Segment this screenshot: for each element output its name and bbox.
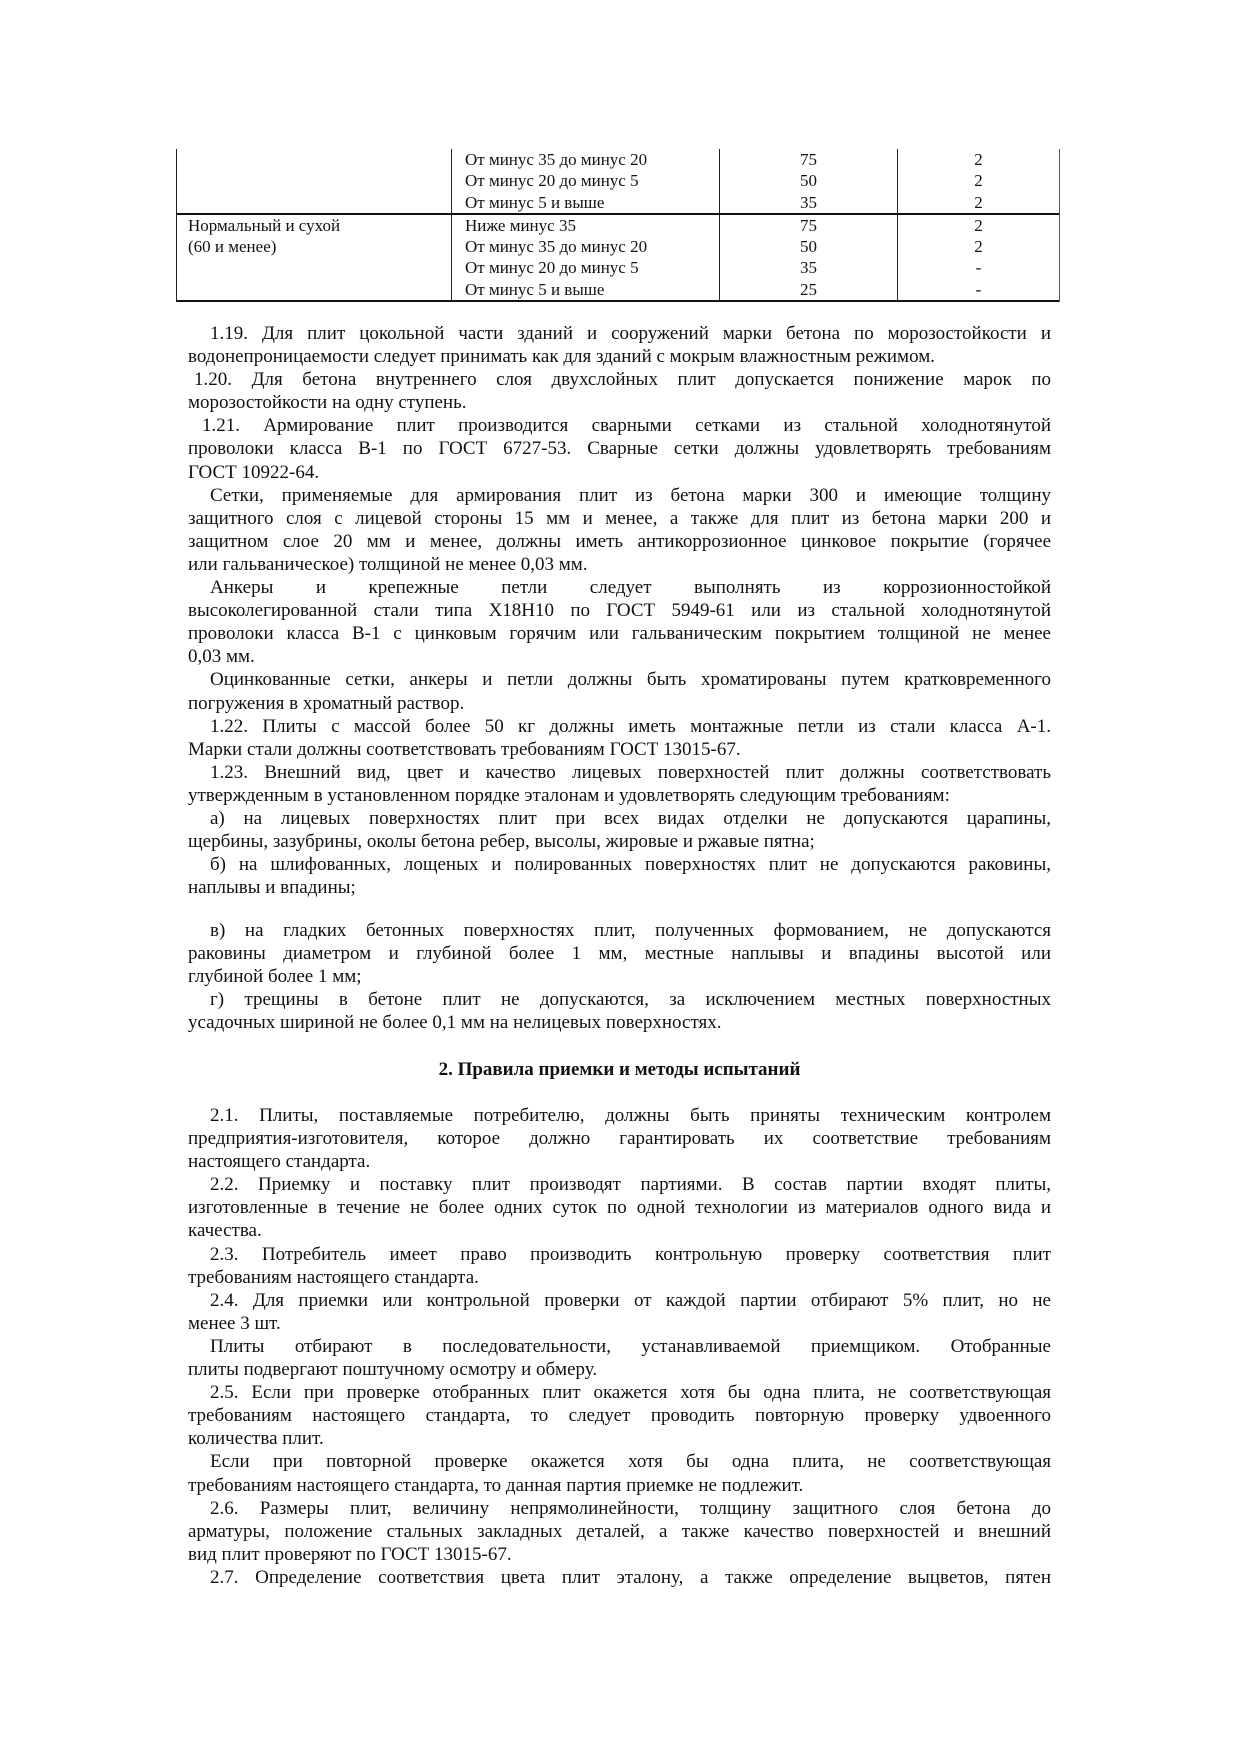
- temperature-cell: [452, 149, 720, 213]
- text-line: проволоки класса В-1 с цинковым горячим или гальваническим покрытием толщиной не менее: [188, 623, 1051, 645]
- text-line: настоящего стандарта.: [188, 1151, 371, 1173]
- table-cell: 50: [800, 237, 817, 257]
- paragraph: [188, 1104, 1051, 1173]
- paragraph: [188, 322, 1051, 368]
- paragraph: [188, 853, 1051, 899]
- condition-cell: [177, 215, 452, 300]
- text-line: Сетки, применяемые для армирования плит из бетона марки 300 и имеющие толщину: [210, 484, 1051, 506]
- text-line: защитного слоя с лицевой стороны 15 мм и менее, а также для плит из бетона марки 200 и: [188, 507, 1051, 529]
- paragraph: [188, 1289, 1051, 1335]
- text-line: высоколегированной стали типа Х18Н10 по ГОСТ 5949-61 или из стальной холоднотянутой: [188, 600, 1051, 622]
- text-line: щербины, зазубрины, околы бетона ребер, высолы, жировые и ржавые пятна;: [188, 831, 815, 853]
- text-line: требованиям настоящего стандарта, то следует проводить повторную проверку удвоенного: [188, 1405, 1051, 1427]
- text-line: морозостойкости на одну ступень.: [188, 392, 467, 414]
- text-line: 1.22. Плиты с массой более 50 кг должны иметь монтажные петли из стали класса А-1.: [210, 715, 1051, 737]
- text-line: Если при повторной проверке окажется хотя бы одна плита, не соответствующая: [210, 1451, 1051, 1473]
- text-line: 1.19. Для плит цокольной части зданий и сооружений марки бетона по морозостойкости и: [210, 323, 1051, 344]
- paragraph: [188, 368, 1051, 414]
- text-line: 2.3. Потребитель имеет право производить контрольную проверку соответствия плит: [210, 1243, 1051, 1265]
- paragraph: [188, 919, 1051, 988]
- table-cell: -: [975, 258, 982, 278]
- paragraph: [188, 576, 1051, 668]
- table-cell: От минус 20 до минус 5: [465, 258, 639, 278]
- section1-body: [188, 322, 1051, 899]
- paragraph: [188, 761, 1051, 807]
- text-line: 2.7. Определение соответствия цвета плит эталону, а также определение выцветов, пятен: [210, 1566, 1051, 1588]
- table-cell: От минус 35 до минус 20: [465, 150, 648, 169]
- paragraph: [188, 1566, 1051, 1589]
- table-cell: (60 и менее): [188, 237, 277, 257]
- text-line: проволоки класса В-1 по ГОСТ 6727-53. Сварные сетки должны удовлетворять требованиям: [188, 438, 1051, 460]
- text-line: наплывы и впадины;: [188, 877, 356, 899]
- section2-body: [188, 1104, 1051, 1589]
- text-line: утвержденным в установленном порядке эталонам и удовлетворять следующим требованиям:: [188, 784, 950, 806]
- text-line: раковины диаметром и глубиной более 1 мм, местные наплывы и впадины высотой или: [188, 943, 1051, 965]
- table-cell: 2: [974, 150, 983, 169]
- grade-cell: [720, 149, 898, 213]
- temperature-cell: [452, 215, 720, 300]
- text-line: Марки стали должны соответствовать требованиям ГОСТ 13015-67.: [188, 738, 741, 760]
- text-line: г) трещины в бетоне плит не допускаются, за исключением местных поверхностных: [210, 989, 1051, 1011]
- text-line: водонепроницаемости следует принимать как для зданий с мокрым влажностным режимом.: [188, 346, 935, 368]
- text-line: Оцинкованные сетки, анкеры и петли должны быть хроматированы путем кратковременного: [210, 669, 1051, 691]
- table-cell: От минус 5 и выше: [465, 192, 605, 212]
- text-line: 0,03 мм.: [188, 646, 255, 668]
- text-line: изготовленные в течение не более одних суток по одной технологии из материалов одного вида и: [188, 1197, 1051, 1219]
- table-cell: 50: [800, 171, 817, 191]
- grade-cell: [720, 215, 898, 300]
- steps-cell: [898, 149, 1059, 213]
- table-cell: Нормальный и сухой: [188, 215, 341, 235]
- table-cell: 2: [974, 215, 983, 235]
- text-line: требованиям настоящего стандарта, то данная партия приемке не подлежит.: [188, 1474, 804, 1496]
- table-cell: 75: [800, 150, 817, 169]
- condition-cell: [177, 149, 452, 213]
- text-line: требованиям настоящего стандарта.: [188, 1266, 479, 1288]
- table-cell: 25: [800, 279, 817, 299]
- table-cell: Ниже минус 35: [465, 215, 576, 235]
- paragraph: [188, 988, 1051, 1034]
- table-cell: От минус 5 и выше: [465, 279, 605, 299]
- text-line: 2.4. Для приемки или контрольной проверки от каждой партии отбирают 5% плит, но не: [210, 1289, 1051, 1311]
- paragraph: [188, 668, 1051, 714]
- paragraph: [188, 414, 1051, 483]
- text-line: или гальваническое) толщиной не менее 0,03 мм.: [188, 553, 588, 575]
- table-cell: 2: [974, 237, 983, 257]
- text-line: 2.1. Плиты, поставляемые потребителю, должны быть приняты техническим контролем: [210, 1105, 1051, 1126]
- paragraph: [188, 484, 1051, 576]
- table-cell: От минус 35 до минус 20: [465, 237, 648, 257]
- paragraph: [188, 1381, 1051, 1450]
- paragraph: [188, 715, 1051, 761]
- table-cell: От минус 20 до минус 5: [465, 171, 639, 191]
- text-line: а) на лицевых поверхностях плит при всех видах отделки не допускаются царапины,: [210, 807, 1051, 829]
- section-heading: 2. Правила приемки и методы испытаний: [438, 1059, 801, 1080]
- text-line: 2.6. Размеры плит, величину непрямолинейности, толщину защитного слоя бетона до: [210, 1497, 1051, 1519]
- text-line: б) на шлифованных, лощеных и полированных поверхностях плит не допускаются раковины,: [210, 854, 1051, 876]
- text-line: плиты подвергают поштучному осмотру и обмеру.: [188, 1359, 598, 1381]
- text-line: 1.23. Внешний вид, цвет и качество лицевых поверхностей плит должны соответствовать: [210, 761, 1051, 783]
- text-line: арматуры, положение стальных закладных деталей, а также качество поверхностей и внешний: [188, 1520, 1051, 1542]
- text-line: качества.: [188, 1220, 262, 1242]
- text-line: ГОСТ 10922-64.: [188, 461, 320, 483]
- text-line: вид плит проверяют по ГОСТ 13015-67.: [188, 1543, 512, 1565]
- paragraph: [188, 807, 1051, 853]
- text-line: менее 3 шт.: [188, 1312, 281, 1334]
- section1-body-continued: [188, 919, 1051, 1034]
- steps-cell: [898, 215, 1059, 300]
- paragraph: [188, 1173, 1051, 1242]
- table-cell: 35: [800, 192, 817, 212]
- text-line: количества плит.: [188, 1428, 324, 1450]
- text-line: 2.2. Приемку и поставку плит производят партиями. В состав партии входят плиты,: [210, 1174, 1051, 1196]
- text-line: 2.5. Если при проверке отобранных плит окажется хотя бы одна плита, не соответствующая: [210, 1382, 1051, 1404]
- table-row-group: [177, 215, 1059, 302]
- text-line: защитном слое 20 мм и менее, должны иметь антикоррозионное цинковое покрытие (горячее: [188, 530, 1051, 552]
- frost-resistance-table: [176, 149, 1060, 302]
- table-cell: 2: [974, 171, 983, 191]
- text-line: Плиты отбирают в последовательности, устанавливаемой приемщиком. Отобранные: [210, 1335, 1051, 1357]
- table-cell: 35: [800, 258, 817, 278]
- table-cell: 2: [974, 192, 983, 212]
- text-line: Анкеры и крепежные петли следует выполнять из коррозионностойкой: [210, 577, 1051, 599]
- table-cell: 75: [800, 215, 817, 235]
- text-line: 1.21. Армирование плит производится сварными сетками из стальной холоднотянутой: [202, 415, 1051, 437]
- paragraph: [188, 1243, 1051, 1289]
- text-line: 1.20. Для бетона внутреннего слоя двухслойных плит допускается понижение марок по: [194, 369, 1051, 391]
- text-line: усадочных шириной не более 0,1 мм на нелицевых поверхностях.: [188, 1012, 722, 1034]
- text-line: погружения в хроматный раствор.: [188, 692, 465, 714]
- text-line: глубиной более 1 мм;: [188, 966, 362, 988]
- table-row-group: [177, 149, 1059, 215]
- text-line: предприятия-изготовителя, которое должно гарантировать их соответствие требованиям: [188, 1128, 1051, 1150]
- paragraph: [188, 1450, 1051, 1496]
- text-line: в) на гладких бетонных поверхностях плит, полученных формованием, не допускаются: [210, 920, 1051, 941]
- paragraph: [188, 1497, 1051, 1566]
- table-cell: -: [975, 279, 982, 299]
- paragraph: [188, 1335, 1051, 1381]
